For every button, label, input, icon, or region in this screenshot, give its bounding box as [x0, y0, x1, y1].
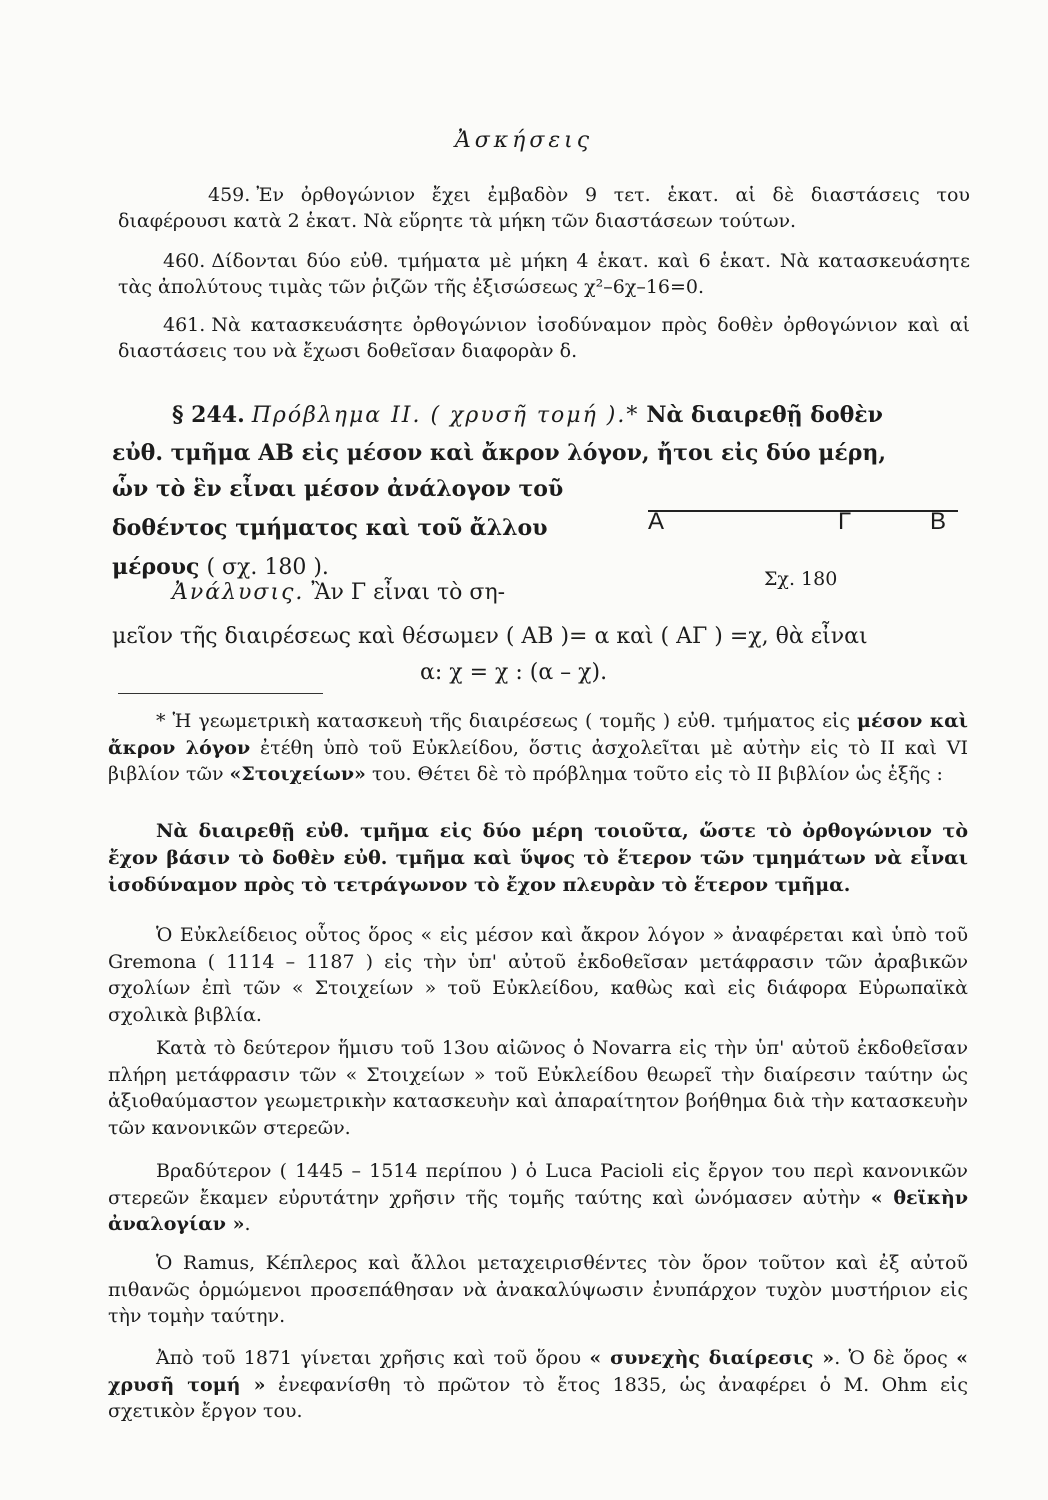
- footnote-text: ἐτέθη ὑπὸ τοῦ Εὐκλείδου, ὅστις ἀσχολεῖται μὲ αὐτὴν εἰς τὸ ΙΙ καὶ VΙ βιβλίον τῶν: [108, 736, 968, 785]
- footnote-p2: Νὰ διαιρεθῇ εὐθ. τμῆμα εἰς δύο μέρη τοιοῦτα, ὥστε τὸ ὀρθογώνιον τὸ ἔχον βάσιν τὸ δοθὲν εὐθ. τμῆμα καὶ ὕψος τὸ ἕτερον τῶν τμημάτων νὰ εἶναι ἰσοδύναμον πρὸς τὸ τετράγωνον τὸ ἔχον πλευρὰν τὸ ἕτερον τμῆμα.: [108, 820, 968, 896]
- analysis-text-1: Ἂν Γ εἶναι τὸ ση-: [311, 580, 506, 605]
- point-a-label: Α: [648, 508, 665, 535]
- section-number: § 244.: [172, 402, 245, 428]
- footnote-text: ἐνεφανίσθη τὸ πρῶτον τὸ ἔτος 1835, ὡς ἀναφέρει ὁ Μ. Ohm εἰς σχετικὸν ἔργον του.: [108, 1373, 968, 1422]
- figure-caption: Σχ. 180: [764, 568, 838, 590]
- problem-statement-3: ὧν τὸ ἓν εἶναι μέσον ἀνάλογον τοῦ δοθέντος τμήματος καὶ τοῦ ἄλλου μέρους: [112, 476, 564, 580]
- footnote-text: .: [244, 1213, 251, 1235]
- footnote-bold: « χρυσῆ τομή »: [108, 1347, 968, 1396]
- footnote-p6: Ὁ Ramus, Κέπλερος καὶ ἄλλοι μεταχειρισθέντες τὸν ὅρον τοῦτον καὶ ἐξ αὐτοῦ πιθανῶς ὁρμώμενοι προσεπάθησαν νὰ ἀνακαλύψωσιν ἐνυπάρχον τυχὸν μυστήριον εἰς τὴν τομὴν ταύτην.: [108, 1252, 968, 1327]
- footnote-text: Ἀπὸ τοῦ 1871 γίνεται χρῆσις καὶ τοῦ ὅρου: [156, 1347, 582, 1369]
- problem-statement-wrap: [112, 470, 612, 587]
- problem-title: Πρόβλημα ΙΙ. ( χρυσῆ τομή ).*: [251, 403, 640, 428]
- footnote-p3: Ὁ Εὐκλείδειος οὗτος ὅρος « εἰς μέσον καὶ ἄκρον λόγον » ἀναφέρεται καὶ ὑπὸ τοῦ Gremona ( 1114 – 1187 ) εἰς τὴν ὑπ' αὐτοῦ ἐκδοθεῖσαν μετάφρασιν τῶν ἀραβικῶν σχολίων ἐπὶ τῶν « Στοιχείων » τοῦ Εὐκλείδου, καθὼς καὶ εἰς διάφορα Εὐρωπαϊκὰ σχολικὰ βιβλία.: [108, 924, 968, 1026]
- point-b-label: Β: [930, 508, 947, 535]
- problem-statement-2: εὐθ. τμῆμα ΑΒ εἰς μέσον καὶ ἄκρον λόγον, ἤτοι εἰς δύο μέρη,: [112, 440, 887, 466]
- footnote-rule: [118, 693, 323, 694]
- exercise-text: Δίδονται δύο εὐθ. τμήματα μὲ μήκη 4 ἑκατ. καὶ 6 ἑκατ. Νὰ κατασκευάσητε τὰς ἀπολύτους τιμὰς τῶν ῥιζῶν τῆς ἐξισώσεως χ²–6χ–16=0.: [118, 250, 970, 298]
- exercise-459: [118, 182, 970, 234]
- exercise-text: Νὰ κατασκευάσητε ὀρθογώνιον ἰσοδύναμον πρὸς δοθὲν ὀρθογώνιον καὶ αἱ διαστάσεις του νὰ ἔχωσι δοθεῖσαν διαφορὰν δ.: [118, 314, 970, 362]
- problem-statement-line: [112, 434, 972, 473]
- footnote-bold: μέσον καὶ ἄκρον λόγον: [108, 710, 968, 759]
- figure-180: [648, 496, 958, 606]
- footnote-bold: « θεϊκὴν ἀναλογίαν »: [108, 1186, 969, 1235]
- analysis-equation: α: χ = χ : (α – χ).: [420, 660, 608, 685]
- footnote-p7: [108, 1345, 968, 1425]
- footnote-p1: [108, 708, 968, 788]
- footnote-bold: « συνεχὴς διαίρεσις »: [589, 1347, 835, 1369]
- problem-heading: [112, 396, 972, 435]
- footnote-text: * Ἡ γεωμετρικὴ κατασκευὴ τῆς διαιρέσεως ( τομῆς ) εὐθ. τμήματος εἰς: [156, 710, 851, 732]
- exercise-461: [118, 312, 970, 364]
- section-heading: Ἀσκήσεις: [454, 128, 594, 153]
- footnote-text: . Ὁ δὲ ὅρος: [834, 1347, 948, 1369]
- footnote-bold: «Στοιχείων»: [229, 763, 366, 785]
- analysis-continued: μεῖον τῆς διαιρέσεως καὶ θέσωμεν ( ΑΒ )= α καὶ ( ΑΓ ) =χ, θὰ εἶναι: [112, 624, 868, 649]
- exercise-text: Ἐν ὀρθογώνιον ἔχει ἐμβαδὸν 9 τετ. ἑκατ. αἱ δὲ διαστάσεις του διαφέρουσι κατὰ 2 ἑκατ. Νὰ εὕρητε τὰ μήκη τῶν διαστάσεων τούτων.: [118, 184, 970, 232]
- figure-ref: ( σχ. 180 ).: [206, 555, 329, 580]
- exercise-number: 459.: [208, 184, 251, 206]
- analysis-title: Ἀνάλυσις.: [172, 580, 305, 605]
- footnote-p5: [108, 1158, 968, 1238]
- footnote-text: του. Θέτει δὲ τὸ πρόβλημα τοῦτο εἰς τὸ ΙΙ βιβλίον ὡς ἑξῆς :: [371, 763, 943, 785]
- footnote-p4: Κατὰ τὸ δεύτερον ἥμισυ τοῦ 13ου αἰῶνος ὁ Novarra εἰς τὴν ὑπ' αὐτοῦ ἐκδοθεῖσαν πλήρη μετάφρασιν τῶν « Στοιχείων » τοῦ Εὐκλείδου θεωρεῖ τὴν διαίρεσιν ταύτην ὡς ἀξιοθαύμαστον γεωμετρικὴν κατασκευὴν καὶ ἀπαραίτητον βοήθημα διὰ τὴν κατασκευὴν τῶν κανονικῶν στερεῶν.: [108, 1037, 968, 1139]
- exercise-460: [118, 248, 970, 300]
- point-g-label: Γ: [838, 508, 852, 535]
- footnote-text: Βραδύτερον ( 1445 – 1514 περίπου ) ὁ Luca Pacioli εἰς ἔργον του περὶ κανονικῶν στερεῶν ἔκαμεν εὐρυτάτην χρῆσιν τῆς τομῆς ταύτης καὶ ὠνόμασεν αὐτὴν: [108, 1160, 968, 1209]
- exercise-number: 460.: [163, 250, 206, 272]
- problem-statement-1: Νὰ διαιρεθῇ δοθὲν: [646, 402, 883, 428]
- exercise-number: 461.: [163, 314, 206, 336]
- analysis-start: [112, 575, 632, 611]
- segment-ab: [648, 510, 958, 512]
